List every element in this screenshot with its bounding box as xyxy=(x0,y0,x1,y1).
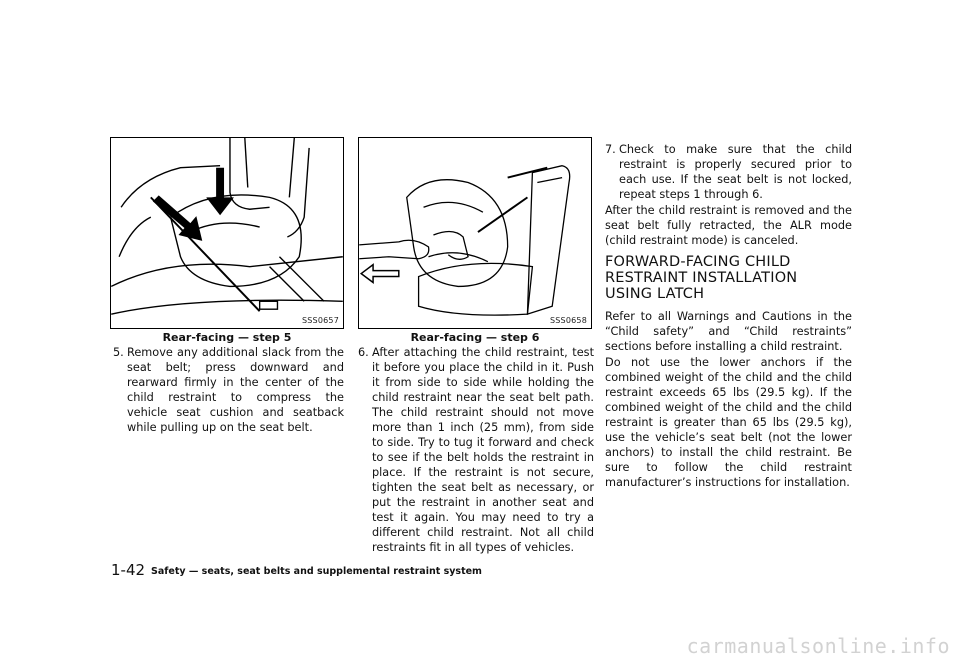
arrow-diagonal-icon xyxy=(153,195,202,241)
step-number: 7. xyxy=(605,143,616,156)
figure-rear-facing-step5 xyxy=(110,137,344,329)
watermark: carmanualsonline.info xyxy=(686,634,950,658)
section-heading: FORWARD-FACING CHILD RESTRAINT INSTALLATION USING LATCH xyxy=(605,254,798,302)
step-number: 6. xyxy=(358,346,369,359)
paragraph-warnings: Refer to all Warnings and Cautions in the “Child safety” and “Child restraints” sections before installing a child restraint. xyxy=(605,310,852,353)
figure-code: SSS0657 xyxy=(302,316,339,325)
step-7 xyxy=(605,142,852,202)
figure-code: SSS0658 xyxy=(550,316,587,325)
figure-caption: Rear-facing — step 6 xyxy=(410,331,540,344)
arrow-left-icon xyxy=(361,265,399,283)
paragraph-alr: After the child restraint is removed and the seat belt fully retracted, the ALR mode (child restraint mode) is canceled. xyxy=(605,204,852,247)
footer-section-title: Safety — seats, seat belts and supplemental restraint system xyxy=(151,566,482,577)
page-number: 1-42 xyxy=(111,561,146,579)
step-5 xyxy=(113,345,344,435)
step-number: 5. xyxy=(113,346,124,359)
step-6 xyxy=(358,345,594,555)
paragraph-lower-anchors: Do not use the lower anchors if the combined weight of the child and the child restraint exceeds 65 lbs (29.5 kg). If the combined weight of the child and the child restraint is greater than 65 lbs (29.5 kg), use the vehicle’s seat belt (not the lower anchors) to install the child restraint. Be sure to follow the child restraint manufacturer’s instructions for installation. xyxy=(605,356,852,489)
step-text: After attaching the child restraint, test it before you place the child in it. Push it from side to side while holding the child restraint near the seat belt path. The child restraint should not move more than 1 inch (25 mm), from side to side. Try to tug it forward and check to see if the belt holds the restraint in place. If the restraint is not secure, tighten the seat belt as necessary, or put the restraint in another seat and test it again. You may need to try a different child restraint. Not all child restraints fit in all types of vehicles. xyxy=(372,346,594,554)
rear-facing-step6-illustration xyxy=(359,138,591,328)
rear-facing-step5-illustration xyxy=(111,138,343,328)
figure-rear-facing-step6 xyxy=(358,137,592,329)
figure-caption: Rear-facing — step 5 xyxy=(162,331,292,344)
step-text: Remove any additional slack from the seat belt; press downward and rearward firmly in the center of the child restraint to compress the vehicle seat cushion and seatback while pulling up on the seat belt. xyxy=(127,346,344,434)
step-text: Check to make sure that the child restraint is properly secured prior to each use. If the seat belt is not locked, repeat steps 1 through 6. xyxy=(619,143,852,201)
